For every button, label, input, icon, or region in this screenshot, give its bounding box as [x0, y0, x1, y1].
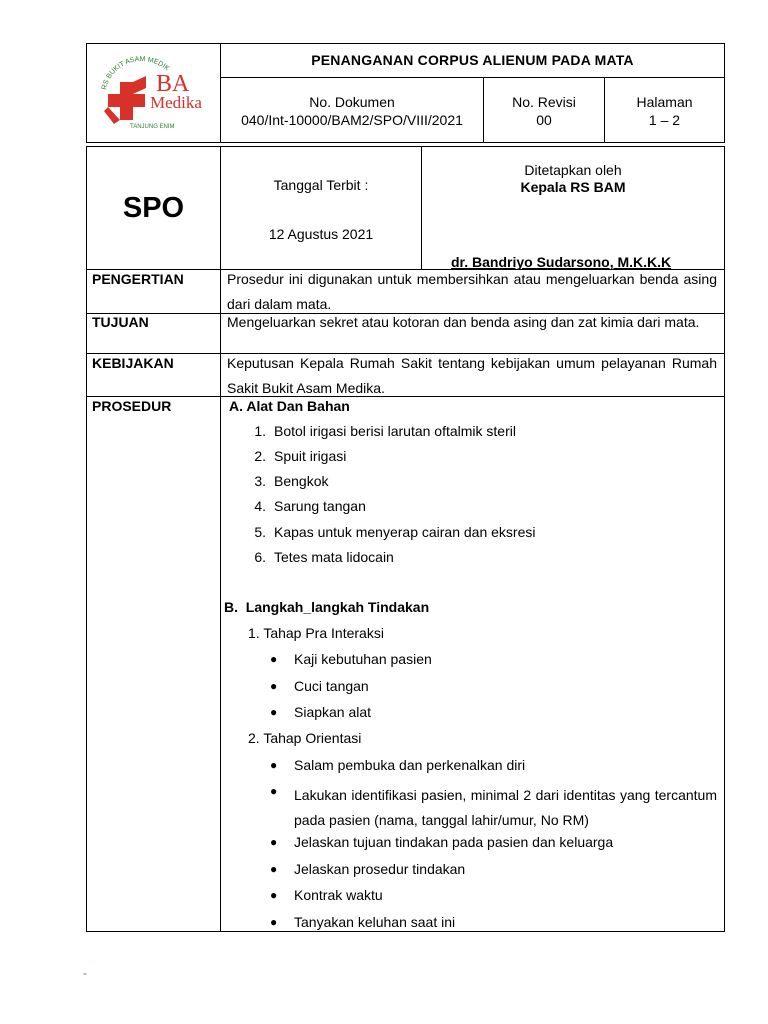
approver-name: dr. Bandriyo Sudarsono, M.K.K.K: [451, 254, 672, 270]
step-2-title: 2. Tahap Orientasi: [248, 730, 362, 746]
list-text: Lakukan identifikasi pasien, minimal 2 dari identitas yang tercantum pada pasien (nama, tanggal lahir/umur, No RM): [294, 787, 717, 828]
list-text: Kapas untuk menyerap cairan dan eksresi: [274, 524, 536, 540]
approved-by-label: Ditetapkan oleh: [524, 162, 622, 178]
bullet-icon: ●: [270, 888, 278, 902]
footer-mark: -: [83, 966, 87, 980]
section-b-title: B. Langkah_langkah Tindakan: [224, 599, 430, 615]
logo-footer-text: TANJUNG ENIM: [130, 124, 175, 130]
section-a-title: A. Alat Dan Bahan: [229, 398, 350, 414]
bullet-icon: ●: [270, 784, 278, 798]
logo-brand-top: BA: [156, 71, 190, 97]
page-value: 1 – 2: [648, 112, 681, 128]
page-label: Halaman: [636, 94, 693, 110]
doc-number-value: 040/Int-10000/BAM2/SPO/VIII/2021: [241, 112, 463, 128]
list-text: Salam pembuka dan perkenalkan diri: [294, 757, 526, 773]
list-text: Cuci tangan: [294, 678, 369, 694]
kebijakan-label: KEBIJAKAN: [92, 355, 174, 371]
doc-number-label: No. Dokumen: [309, 94, 395, 110]
list-number: 3.: [254, 473, 266, 489]
list-number: 4.: [254, 498, 266, 514]
list-number: 6.: [254, 549, 266, 565]
revision-label: No. Revisi: [512, 94, 576, 110]
list-text: Sarung tangan: [274, 498, 366, 514]
bullet-icon: ●: [270, 705, 278, 719]
list-number: 1.: [254, 423, 266, 439]
bullet-icon: ●: [270, 835, 278, 849]
logo-arc-text: RS BUKIT ASAM MEDIK: [101, 55, 171, 91]
tujuan-label: TUJUAN: [92, 314, 149, 330]
list-text: Tanyakan keluhan saat ini: [294, 914, 456, 930]
list-text: Tetes mata lidocain: [274, 549, 394, 565]
prosedur-label: PROSEDUR: [92, 398, 172, 414]
hospital-logo: [92, 48, 216, 138]
list-item: [270, 783, 717, 833]
list-number: 2.: [254, 448, 266, 464]
list-text: Kaji kebutuhan pasien: [294, 651, 432, 667]
spo-label: SPO: [122, 192, 185, 224]
step-1-title: 1. Tahap Pra Interaksi: [248, 625, 384, 641]
bullet-icon: ●: [270, 652, 278, 666]
tujuan-text: Mengeluarkan sekret atau kotoran dan benda asing dan zat kimia dari mata.: [227, 314, 700, 330]
list-text: Jelaskan tujuan tindakan pada pasien dan keluarga: [294, 834, 614, 850]
pengertian-label: PENGERTIAN: [92, 271, 184, 287]
list-text: Kontrak waktu: [294, 887, 383, 903]
kebijakan-text: Keputusan Kepala Rumah Sakit tentang kebijakan umum pelayanan Rumah Sakit Bukit Asam Medika.: [227, 355, 717, 396]
revision-value: 00: [536, 112, 552, 128]
bullet-icon: ●: [270, 862, 278, 876]
bullet-icon: ●: [270, 679, 278, 693]
approver-role: Kepala RS BAM: [520, 179, 626, 195]
list-text: Jelaskan prosedur tindakan: [294, 861, 466, 877]
issued-date-value: 12 Agustus 2021: [268, 226, 374, 242]
bullet-icon: ●: [270, 915, 278, 929]
list-text: Bengkok: [274, 473, 329, 489]
logo-brand-bottom: Medika: [150, 93, 202, 112]
list-number: 5.: [254, 524, 266, 540]
issued-date-label: Tanggal Terbit :: [273, 177, 369, 193]
list-text: Botol irigasi berisi larutan oftalmik steril: [274, 423, 516, 439]
list-text: Siapkan alat: [294, 704, 372, 720]
bullet-icon: ●: [270, 758, 278, 772]
pengertian-text: Prosedur ini digunakan untuk membersihkan atau mengeluarkan benda asing dari dalam mata.: [227, 271, 717, 312]
list-text: Spuit irigasi: [274, 448, 347, 464]
document-title: PENANGANAN CORPUS ALIENUM PADA MATA: [311, 52, 634, 68]
